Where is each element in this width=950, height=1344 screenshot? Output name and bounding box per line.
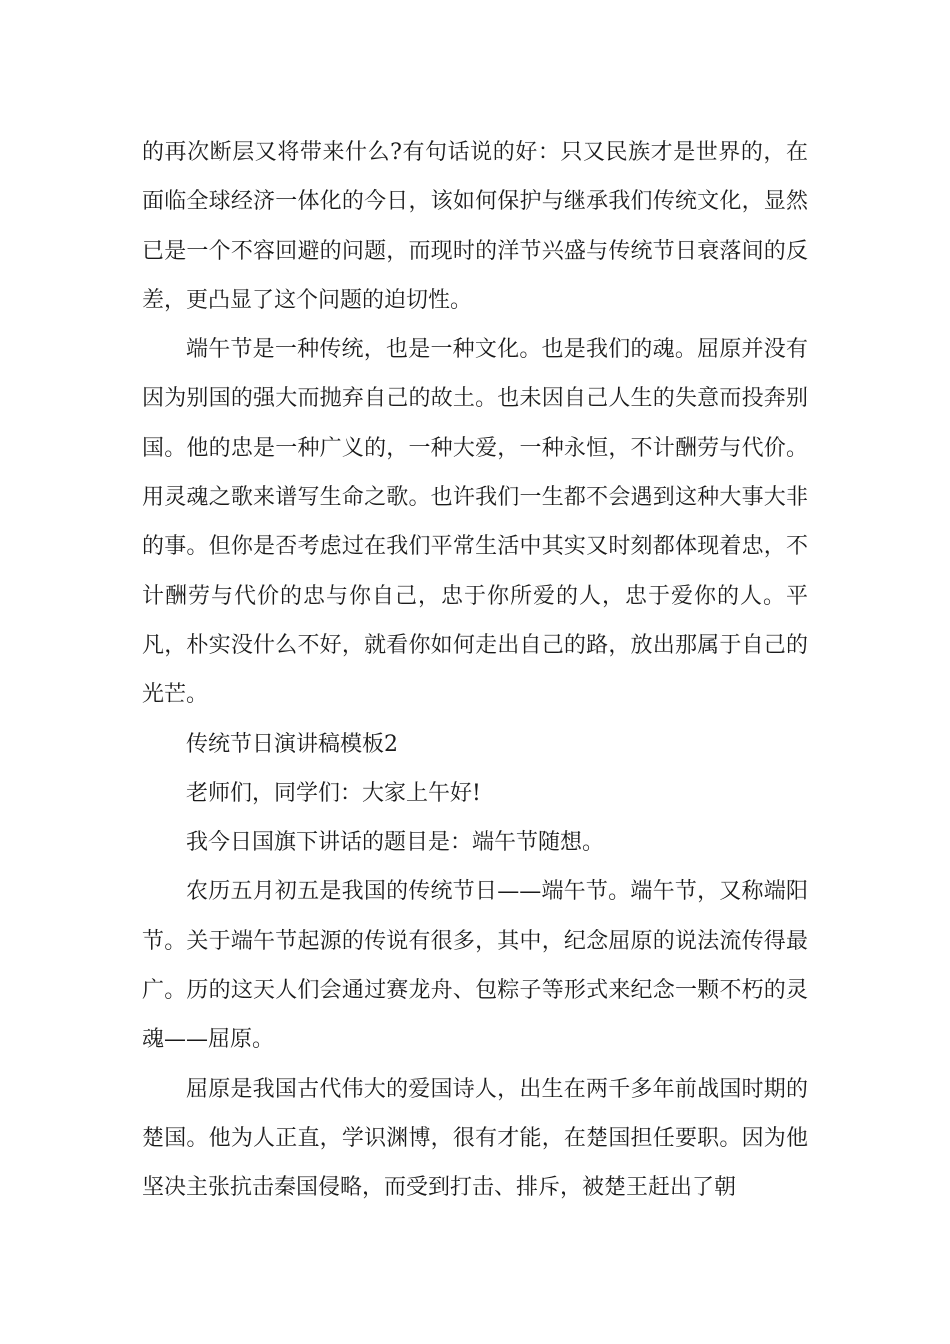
document-body [142, 128, 808, 1213]
speech-topic-line: 我今日国旗下讲话的题目是：端午节随想。 [186, 830, 605, 856]
section-heading: 传统节日演讲稿模板2 [186, 731, 398, 757]
paragraph-continuation: 的再次断层又将带来什么?有句话说的好：只又民族才是世界的，在面临全球经济一体化的今日，该如何保护与继承我们传统文化，显然已是一个不容回避的问题，而现时的洋节兴盛与传统节日衰落间的反差，更凸显了这个问题的迫切性。 [142, 140, 808, 313]
paragraph-festival-origin: 农历五月初五是我国的传统节日——端午节。端午节，又称端阳节。关于端午节起源的传说有很多，其中，纪念屈原的说法流传得最广。历的这天人们会通过赛龙舟、包粽子等形式来纪念一颗不朽的灵魂——屈原。 [142, 879, 808, 1053]
paragraph-qu-yuan: 屈原是我国古代伟大的爱国诗人，出生在两千多年前战国时期的楚国。他为人正直，学识渊博，很有才能，在楚国担任要职。因为他坚决主张抗击秦国侵略，而受到打击、排斥，被楚王赶出了朝 [142, 1076, 808, 1201]
greeting-line: 老师们，同学们：大家上午好! [186, 780, 481, 806]
paragraph-duanwu-culture: 端午节是一种传统，也是一种文化。也是我们的魂。屈原并没有因为别国的强大而抛弃自己的故土。也未因自己人生的失意而投奔别国。他的忠是一种广义的，一种大爱，一种永恒，不计酬劳与代价。用灵魂之歌来谱写生命之歌。也许我们一生都不会遇到这种大事大非的事。但你是否考虑过在我们平常生活中其实又时刻都体现着忠，不计酬劳与代价的忠与你自己，忠于你所爱的人，忠于爱你的人。平凡，朴实没什么不好，就看你如何走出自己的路，放出那属于自己的光芒。 [142, 337, 808, 708]
